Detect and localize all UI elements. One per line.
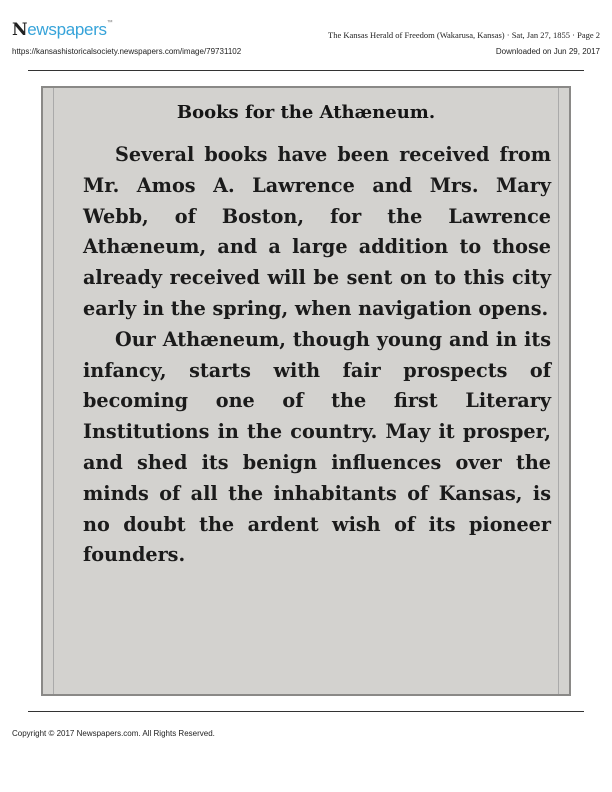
article-headline: Books for the Athæneum.: [176, 102, 436, 123]
newspapers-logo: [12, 20, 112, 40]
logo-wordmark: ewspapers: [27, 20, 107, 39]
publication-info: The Kansas Herald of Freedom (Wakarusa, Kansas) · Sat, Jan 27, 1855 · Page 2: [328, 30, 600, 40]
logo-initial: N: [12, 20, 28, 40]
download-date: Downloaded on Jun 29, 2017: [495, 47, 600, 56]
copyright-notice: Copyright © 2017 Newspapers.com. All Rights Reserved.: [12, 729, 215, 738]
footer-divider: [28, 711, 584, 712]
source-url[interactable]: https://kansashistoricalsociety.newspapers.com/image/79731102: [12, 47, 242, 56]
newspaper-clipping: [41, 86, 571, 696]
article-body: [83, 140, 551, 571]
header-divider: [28, 70, 584, 71]
article-paragraph-1: Several books have been received from Mr. Amos A. Lawrence and Mrs. Mary Webb, of Boston, for the Lawrence Athæneum, and a large addition to those already received will be sent on to this city early in the spring, when navigation opens.: [83, 143, 551, 320]
logo-trademark: ™: [106, 20, 113, 26]
article-paragraph-2: Our Athæneum, though young and in its infancy, starts with fair prospects of becoming one of the first Literary Institutions in the country. May it prosper, and shed its benign influences over the minds of all the inhabitants of Kansas, is no doubt the ardent wish of its pioneer founders.: [83, 327, 551, 567]
